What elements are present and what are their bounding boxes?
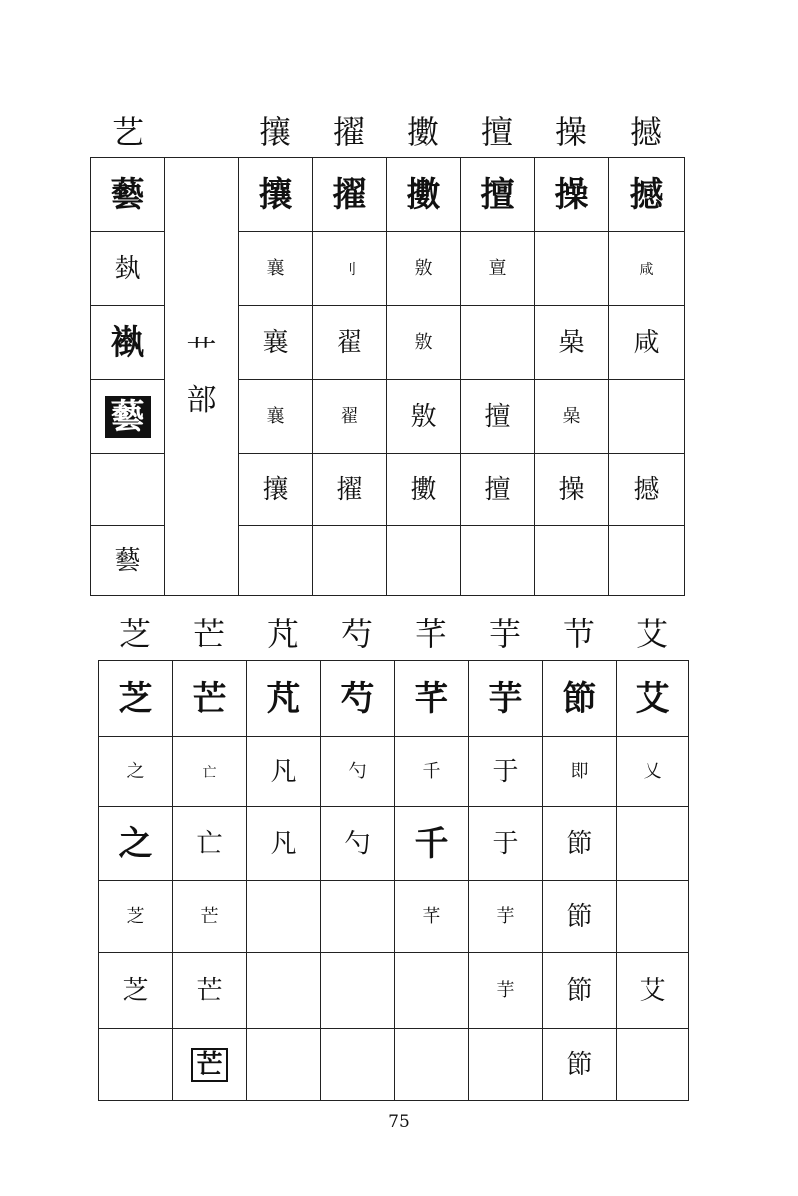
glyph-cell	[321, 807, 395, 881]
glyph-cell	[321, 953, 395, 1029]
glyph: 亡	[196, 828, 223, 859]
left-glyph-cell	[91, 526, 165, 596]
glyph: 千	[414, 823, 449, 864]
glyph: 埶	[114, 253, 141, 284]
glyph-cell	[99, 881, 173, 953]
bottom-header-8: 艾	[635, 615, 668, 653]
glyph-cell	[387, 306, 461, 380]
glyph: 撼	[629, 174, 664, 215]
glyph-cell	[173, 881, 247, 953]
glyph-cell	[247, 881, 321, 953]
glyph: 襄	[266, 406, 285, 427]
glyph: 擢	[332, 174, 367, 215]
glyph-cell	[173, 953, 247, 1029]
glyph: 攘	[258, 174, 293, 215]
glyph-cell	[239, 306, 313, 380]
glyph: 擅	[484, 474, 511, 505]
left-glyph-cell	[91, 454, 165, 526]
glyph: 于	[492, 828, 519, 859]
bottom-header-3: 芃	[266, 615, 299, 653]
glyph-cell	[543, 661, 617, 737]
glyph-cell	[387, 232, 461, 306]
top-left-header: 艺	[111, 113, 144, 151]
glyph: 艾	[635, 678, 670, 719]
glyph: 亶	[488, 258, 507, 279]
glyph-cell	[543, 1029, 617, 1101]
glyph: 襄	[262, 327, 289, 358]
glyph: 芒	[196, 975, 223, 1006]
glyph-cell	[609, 232, 685, 306]
glyph-cell	[387, 454, 461, 526]
glyph-cell	[395, 661, 469, 737]
glyph-cell	[535, 306, 609, 380]
glyph-cell	[239, 454, 313, 526]
glyph: 擢	[336, 474, 363, 505]
top-header-2: 擢	[332, 113, 365, 151]
glyph: 攘	[262, 474, 289, 505]
glyph-cell	[99, 807, 173, 881]
glyph-cell	[461, 158, 535, 232]
glyph-cell	[247, 661, 321, 737]
glyph: 芋	[488, 678, 523, 719]
glyph: 喿	[562, 406, 581, 427]
glyph-cell	[543, 953, 617, 1029]
glyph-cell	[387, 380, 461, 454]
glyph-cell	[247, 737, 321, 807]
bottom-character-table	[98, 660, 689, 1101]
bottom-header-7: 节	[562, 615, 595, 653]
glyph: 翟	[340, 406, 359, 427]
glyph: 刂	[342, 262, 357, 278]
glyph: 芋	[496, 906, 515, 927]
glyph-cell	[535, 380, 609, 454]
radical-label: 部	[186, 382, 217, 418]
glyph: 節	[562, 678, 597, 719]
glyph-cell	[173, 661, 247, 737]
glyph: 敫	[410, 401, 437, 432]
glyph-cell	[543, 881, 617, 953]
glyph-cell	[313, 158, 387, 232]
glyph: 艾	[639, 975, 666, 1006]
glyph: 即	[570, 761, 589, 782]
glyph-cell	[395, 737, 469, 807]
glyph-cell	[461, 526, 535, 596]
glyph-cell	[313, 306, 387, 380]
glyph: 于	[492, 756, 519, 787]
radical-symbol: 艹	[186, 334, 217, 370]
glyph-cell	[617, 881, 689, 953]
left-glyph-cell	[91, 380, 165, 454]
glyph: 節	[566, 975, 593, 1006]
glyph: 翟	[336, 327, 363, 358]
glyph-cell	[609, 380, 685, 454]
glyph-cell	[173, 737, 247, 807]
glyph: 芊	[414, 678, 449, 719]
glyph: 藝	[114, 545, 141, 576]
glyph-cell	[609, 306, 685, 380]
page-number: 75	[388, 1112, 410, 1132]
glyph: 擅	[480, 174, 515, 215]
glyph-cell	[247, 1029, 321, 1101]
glyph-cell	[247, 953, 321, 1029]
glyph-cell	[387, 526, 461, 596]
bottom-header-5: 芊	[414, 615, 447, 653]
top-header-5: 操	[554, 113, 587, 151]
glyph: 撼	[633, 474, 660, 505]
glyph-cell	[387, 158, 461, 232]
glyph: 節	[566, 1049, 593, 1080]
glyph: 喿	[558, 327, 585, 358]
glyph: 千	[422, 761, 441, 782]
glyph-cell	[239, 380, 313, 454]
glyph: 芍	[340, 678, 375, 719]
glyph: 敫	[414, 258, 433, 279]
glyph-cell	[617, 737, 689, 807]
glyph: 勺	[348, 761, 367, 782]
glyph-cell	[99, 737, 173, 807]
glyph: 之	[118, 823, 153, 864]
bottom-header-6: 芋	[488, 615, 521, 653]
top-character-table	[90, 157, 685, 596]
glyph-cell	[461, 306, 535, 380]
glyph-cell	[535, 232, 609, 306]
glyph: 褹	[110, 322, 145, 363]
glyph-cell	[313, 526, 387, 596]
glyph: 節	[566, 828, 593, 859]
glyph: 擻	[406, 174, 441, 215]
top-header-6: 撼	[629, 113, 662, 151]
glyph-cell	[617, 953, 689, 1029]
glyph: 擅	[484, 401, 511, 432]
seal-stamp-glyph: 芒	[191, 1048, 227, 1082]
glyph-cell	[99, 1029, 173, 1101]
glyph: 操	[558, 474, 585, 505]
radical-cell	[165, 158, 239, 596]
bottom-header-1: 芝	[118, 615, 151, 653]
glyph-cell	[173, 807, 247, 881]
glyph-cell	[535, 454, 609, 526]
glyph-cell	[247, 807, 321, 881]
glyph-cell	[543, 807, 617, 881]
glyph: 芒	[200, 906, 219, 927]
glyph-cell	[469, 807, 543, 881]
glyph-cell	[461, 232, 535, 306]
seal-stamp-glyph: 藝	[105, 396, 151, 438]
glyph: 芒	[192, 678, 227, 719]
top-header-4: 擅	[480, 113, 513, 151]
glyph-cell	[617, 661, 689, 737]
left-glyph-cell	[91, 232, 165, 306]
glyph: 藝	[110, 174, 145, 215]
glyph-cell	[535, 158, 609, 232]
bottom-header-4: 芍	[340, 615, 373, 653]
glyph: 乂	[643, 761, 662, 782]
glyph: 操	[554, 174, 589, 215]
glyph-cell	[321, 1029, 395, 1101]
glyph-cell	[321, 881, 395, 953]
glyph: 芊	[422, 906, 441, 927]
glyph-cell	[469, 881, 543, 953]
glyph-cell	[461, 380, 535, 454]
glyph-cell	[239, 158, 313, 232]
left-glyph-cell	[91, 306, 165, 380]
glyph-cell	[239, 526, 313, 596]
glyph-cell	[99, 953, 173, 1029]
glyph-cell	[617, 807, 689, 881]
top-header-3: 擻	[406, 113, 439, 151]
glyph: 襄	[266, 258, 285, 279]
glyph: 敫	[414, 332, 433, 353]
glyph-cell	[461, 454, 535, 526]
glyph: 芃	[266, 678, 301, 719]
glyph-cell	[469, 1029, 543, 1101]
glyph-cell	[313, 380, 387, 454]
glyph-cell	[543, 737, 617, 807]
glyph: 亡	[202, 765, 217, 781]
glyph-cell	[617, 1029, 689, 1101]
glyph: 咸	[633, 327, 660, 358]
glyph-cell	[535, 526, 609, 596]
glyph: 芋	[496, 980, 515, 1001]
glyph-cell	[173, 1029, 247, 1101]
glyph-cell	[395, 1029, 469, 1101]
glyph: 芝	[126, 906, 145, 927]
glyph-cell	[469, 953, 543, 1029]
glyph: 咸	[639, 262, 654, 278]
glyph: 之	[126, 761, 145, 782]
bottom-header-2: 芒	[192, 615, 225, 653]
glyph: 凡	[270, 756, 297, 787]
glyph: 擻	[410, 474, 437, 505]
glyph: 芝	[122, 975, 149, 1006]
glyph: 節	[566, 901, 593, 932]
glyph: 凡	[270, 828, 297, 859]
glyph-cell	[321, 661, 395, 737]
glyph-cell	[321, 737, 395, 807]
glyph-cell	[395, 807, 469, 881]
left-glyph-cell	[91, 158, 165, 232]
glyph: 芝	[118, 678, 153, 719]
glyph-cell	[313, 232, 387, 306]
top-header-1: 攘	[258, 113, 291, 151]
glyph-cell	[395, 881, 469, 953]
glyph: 勺	[344, 828, 371, 859]
glyph-cell	[609, 526, 685, 596]
glyph-cell	[469, 661, 543, 737]
glyph-cell	[609, 158, 685, 232]
glyph-cell	[395, 953, 469, 1029]
glyph-cell	[313, 454, 387, 526]
glyph-cell	[99, 661, 173, 737]
glyph-cell	[239, 232, 313, 306]
glyph-cell	[469, 737, 543, 807]
glyph-cell	[609, 454, 685, 526]
